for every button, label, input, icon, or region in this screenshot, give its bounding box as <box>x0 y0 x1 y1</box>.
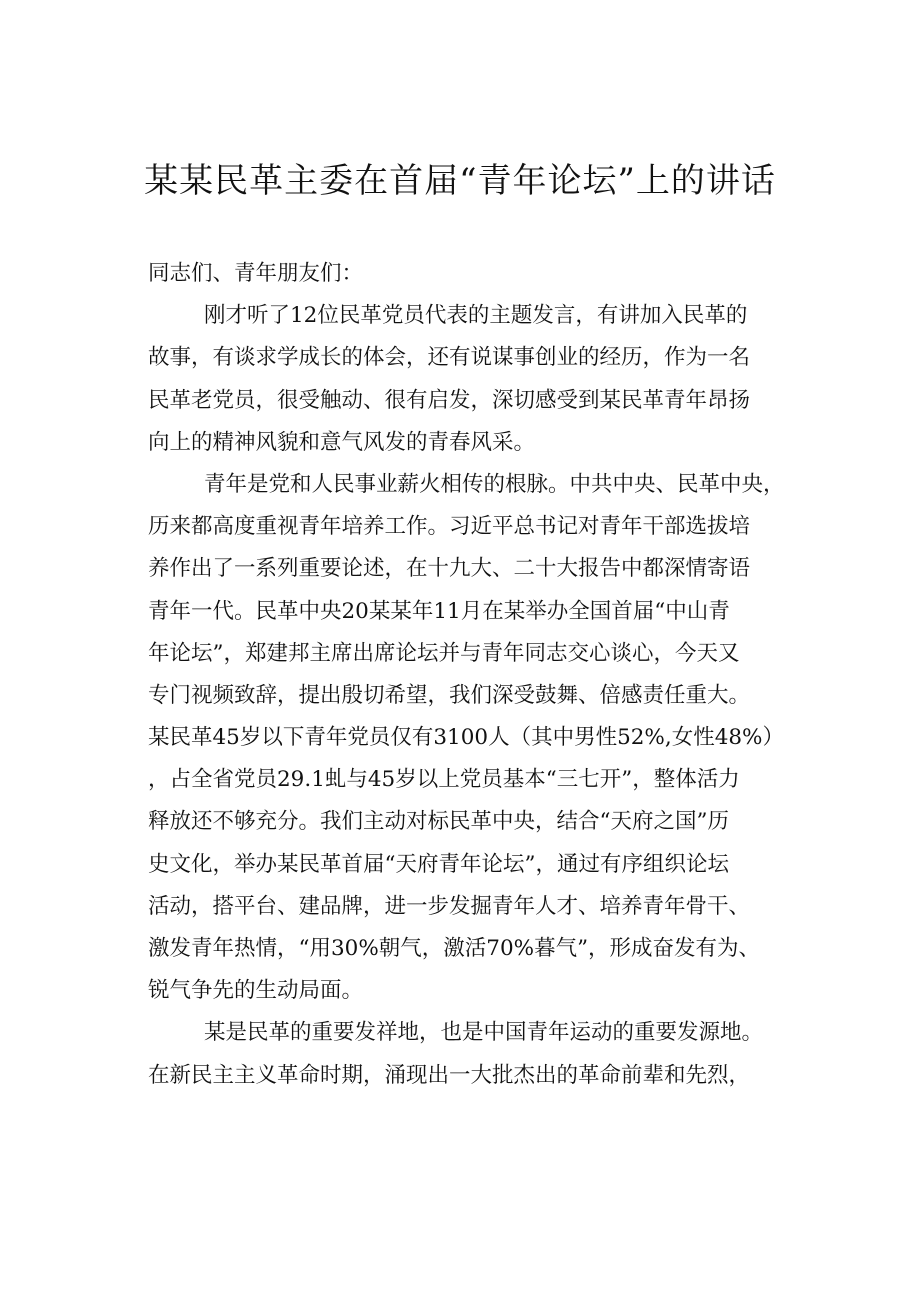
paragraph-line: 在新民主主义革命时期，涌现出一大批杰出的革命前辈和先烈， <box>148 1062 751 1088</box>
paragraph-line: 专门视频致辞，提出殷切希望，我们深受鼓舞、倍感责任重大。 <box>148 682 751 708</box>
document-body <box>148 253 818 1097</box>
paragraph-line: 民革老党员，很受触动、很有启发，深切感受到某民革青年昂扬 <box>148 387 751 413</box>
document-title: 某某民革主委在首届“青年论坛”上的讲话 <box>144 161 776 201</box>
paragraph-line: 历来都高度重视青年培养工作。习近平总书记对青年干部选拔培 <box>148 514 751 540</box>
paragraph-line: 某是民革的重要发祥地，也是中国青年运动的重要发源地。 <box>204 1020 764 1046</box>
paragraph-line: 激发青年热情，“用30%朝气，激活70%暮气”，形成奋发有为、 <box>148 936 761 961</box>
paragraph-line: 年论坛”，郑建邦主席出席论坛并与青年同志交心谈心，今天又 <box>148 640 740 666</box>
paragraph-line: 锐气争先的生动局面。 <box>148 978 364 1004</box>
paragraph-line: 刚才听了12位民革党员代表的主题发言，有讲加入民革的 <box>204 303 748 329</box>
paragraph-line: 故事，有谈求学成长的体会，还有说谋事创业的经历，作为一名 <box>148 345 751 371</box>
paragraph-line: 养作出了一系列重要论述，在十九大、二十大报告中都深情寄语 <box>148 556 751 582</box>
paragraph-line: ，占全省党员29.1虬与45岁以上党员基本“三七开”，整体活力 <box>148 767 740 793</box>
paragraph-line: 向上的精神风貌和意气风发的青春风采。 <box>148 429 536 455</box>
paragraph-line: 活动，搭平台、建品牌，进一步发掘青年人才、培养青年骨干、 <box>148 893 751 919</box>
paragraph-line: 青年一代。民革中央20某某年11月在某举办全国首届“中山青 <box>148 598 730 624</box>
paragraph-line: 释放还不够充分。我们主动对标民革中央，结合“天府之国”历 <box>148 809 729 835</box>
paragraph-line: 青年是党和人民事业薪火相传的根脉。中共中央、民革中央， <box>204 471 785 497</box>
paragraph-line: 史文化，举办某民革首届“天府青年论坛”，通过有序组织论坛 <box>148 851 729 877</box>
salutation-line: 同志们、青年朋友们： <box>148 261 364 286</box>
paragraph-line: 某民革45岁以下青年党员仅有3100人（其中男性52%,女性48%） <box>148 725 784 751</box>
